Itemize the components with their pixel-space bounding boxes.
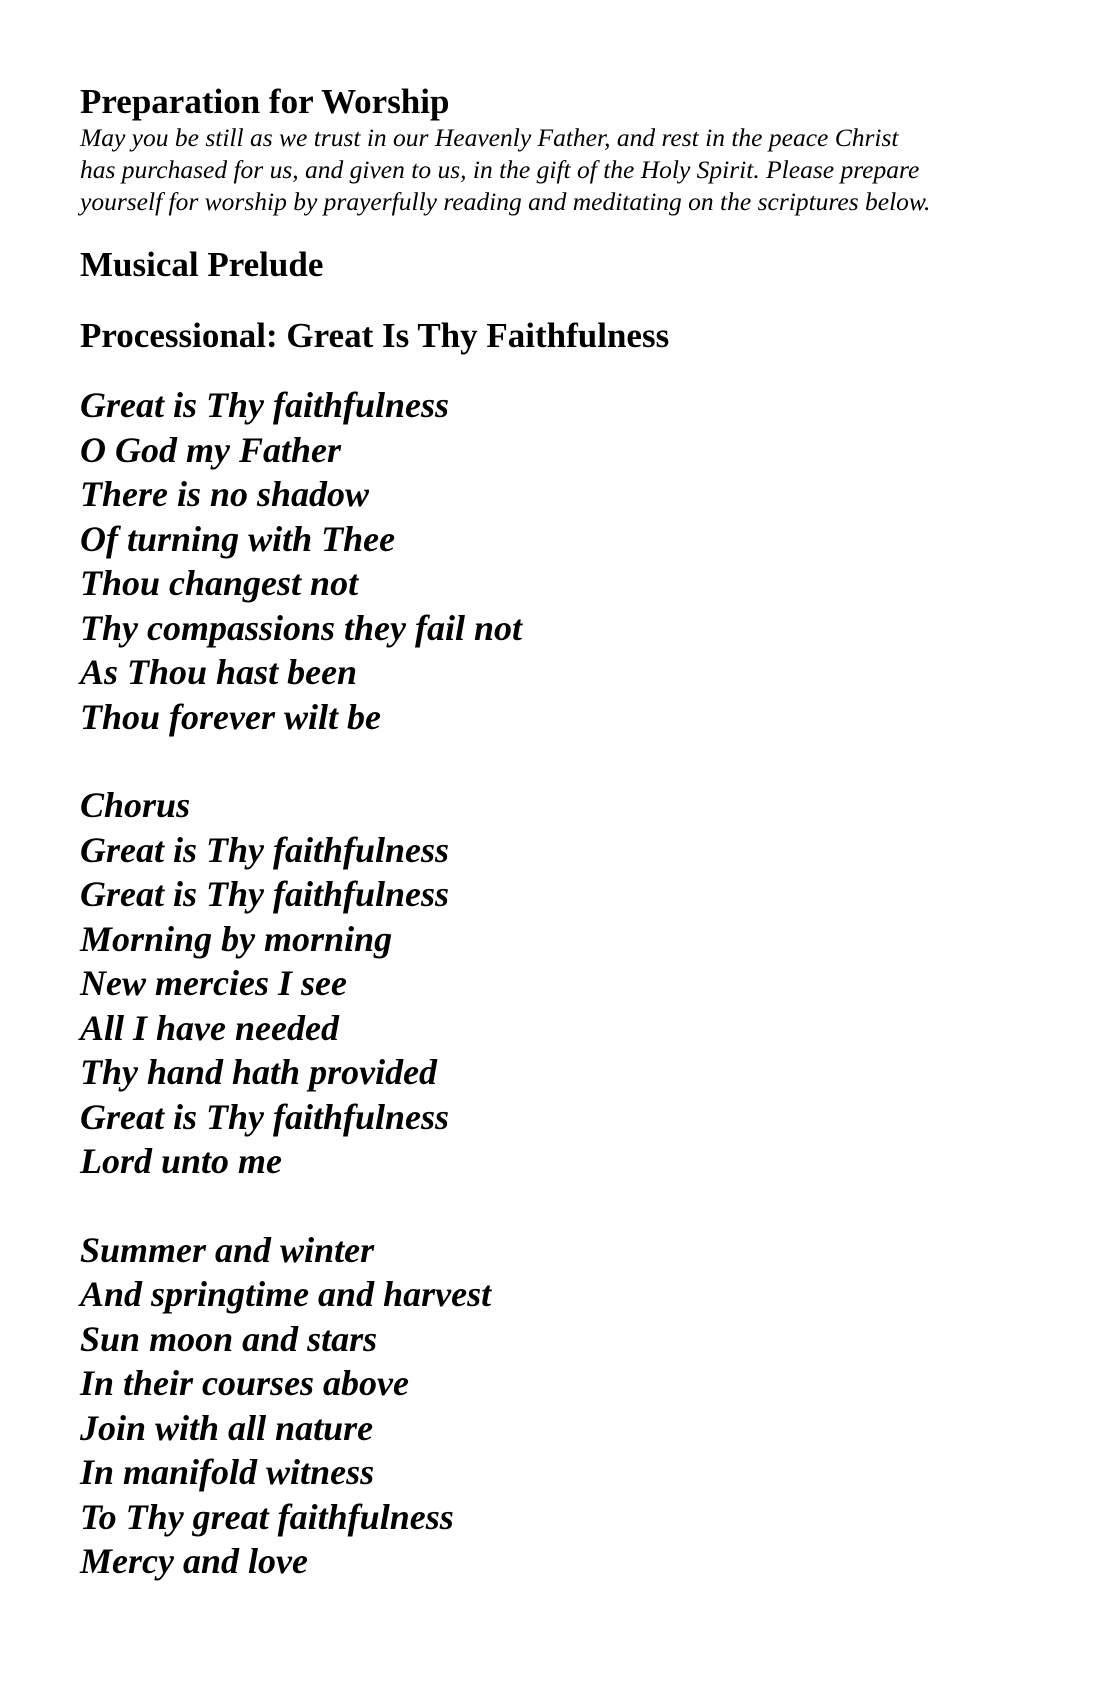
hymn-lyrics <box>80 383 1040 1584</box>
lyric-line: Thou changest not <box>80 563 359 603</box>
processional-heading: Processional: Great Is Thy Faithfulness <box>80 316 670 355</box>
lyric-line: Thy hand hath provided <box>80 1052 438 1092</box>
lyric-line: Mercy and love <box>80 1541 308 1581</box>
lyric-line: Sun moon and stars <box>80 1318 378 1359</box>
lyric-line: Great is Thy faithfulness <box>80 829 450 870</box>
lyric-line: All I have needed <box>80 1007 339 1048</box>
lyric-line: To Thy great faithfulness <box>80 1496 454 1537</box>
lyric-line: There is no shadow <box>80 474 370 514</box>
lyric-line: Of turning with Thee <box>80 518 396 559</box>
lyric-line: Great is Thy faithfulness <box>80 1096 450 1137</box>
lyric-line: In manifold witness <box>80 1452 375 1492</box>
preparation-line: has purchased for us, and given to us, in the gift of the Holy Spirit. Please prepare <box>80 155 920 184</box>
lyric-line: In their courses above <box>80 1363 410 1403</box>
verse-1 <box>80 383 1040 739</box>
musical-prelude-heading: Musical Prelude <box>80 245 324 284</box>
lyric-line: Thy compassions they fail not <box>80 607 523 648</box>
preparation-line: May you be still as we trust in our Heavenly Father, and rest in the peace Christ <box>80 123 899 152</box>
lyric-line: New mercies I see <box>80 963 347 1003</box>
lyric-line: And springtime and harvest <box>80 1274 492 1314</box>
chorus-label: Chorus <box>80 785 191 825</box>
verse-2 <box>80 1228 1040 1584</box>
lyric-line: Great is Thy faithfulness <box>80 874 450 914</box>
preparation-heading: Preparation for Worship <box>80 82 450 121</box>
chorus <box>80 783 1040 1184</box>
lyric-line: As Thou hast been <box>80 652 358 692</box>
lyric-line: O God my Father <box>80 429 341 470</box>
lyric-line: Morning by morning <box>80 918 393 959</box>
bulletin-page <box>80 82 1040 1584</box>
lyric-line: Join with all nature <box>80 1407 374 1448</box>
lyric-line: Thou forever wilt be <box>80 696 381 737</box>
preparation-line: yourself for worship by prayerfully reading and meditating on the scriptures below. <box>80 187 931 216</box>
lyric-line: Great is Thy faithfulness <box>80 385 450 425</box>
lyric-line: Summer and winter <box>80 1229 375 1270</box>
lyric-line: Lord unto me <box>80 1141 283 1181</box>
preparation-text <box>80 122 1040 218</box>
